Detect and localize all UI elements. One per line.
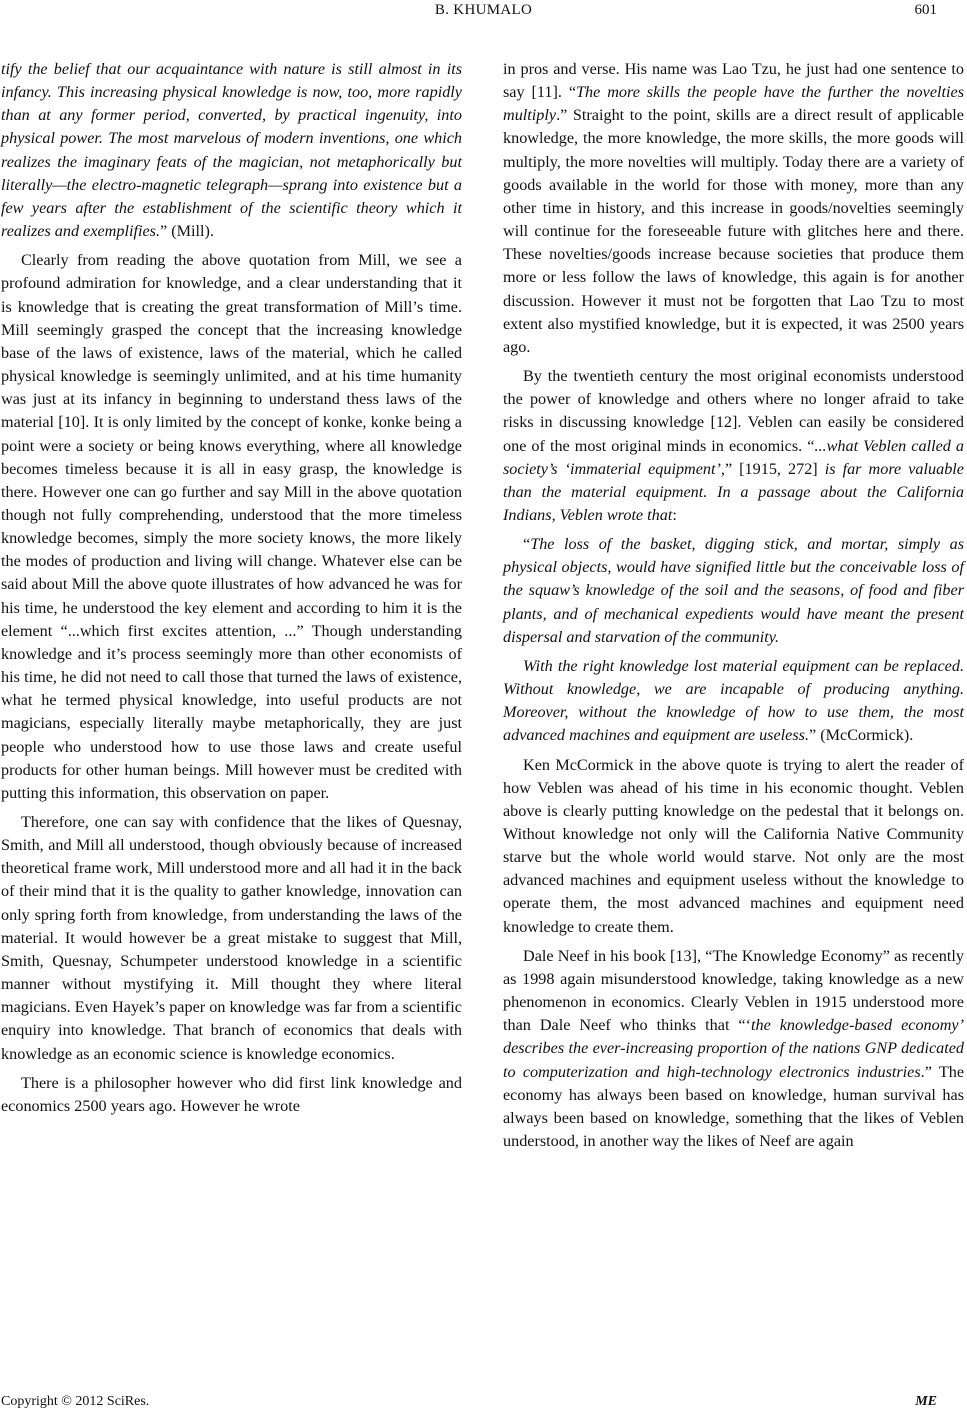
- paragraph-dale-neef: Dale Neef in his book [13], “The Knowledge Economy” as recently as 1998 again misunderstood knowledge, taking knowledge as a new phenomenon in economics. Clearly Veblen in 1915 understood more than Dale Neef who thinks that “‘the knowledge-based economy’ describes the ever-increasing proportion of the nations GNP dedicated to computerization and high-technology electronics industries.” The economy has always been based on knowledge, human survival has always been based on knowledge, something that the likes of Veblen understood, in another way the likes of Neef are again: [503, 946, 965, 1151]
- block-quote-california-indians: “The loss of the basket, digging stick, and mortar, simply as physical objects, would have signified little but the conceivable loss of the squaw’s knowledge of the soil and the seasons, of food and fiber plants, and of mechanical expedients would have meant the present dispersal and starvation of the community.: [503, 535, 964, 646]
- paragraph-mill-analysis: Clearly from reading the above quotation from Mill, we see a profound admiration for knowledge, and a clear understanding that it is knowledge that is creating the great transformation of Mill’s time. Mill seemingly grasped the concept that the increasing knowledge base of the laws of existence, laws of the material, which he called physical knowledge is seemingly unlimited, and at his time humanity was just at its infancy in beginning to understand thess laws of the material [10]. It is only limited by the concept of konke, konke being a point were a society or being knows everything, where all knowledge becomes timeless because it is all in easy grasp, the knowledge is there. However one can go further and say Mill in the above quotation though not fully comprehending, understood that the more timeless knowledge becomes, simply the more society knows, the more likely the modes of production and living will change. Whatever else can be said about Mill the above quote illustrates of how advanced he was for his time, he understood the key element and according to him it is the element “...which first excites attention, ...” Though understanding knowledge and it’s process seemingly more than other economists of his time, he did not need to call those that turned the laws of existence, what he termed physical knowledge, into useful products are not magicians, especially literally maybe metaphorically, they are just people who understood how to use those laws and create useful products for other human beings. Mill however must be credited with putting this information, this observation on paper.: [1, 251, 462, 802]
- running-header-author: B. KHUMALO: [434, 2, 533, 18]
- right-column: [503, 58, 964, 1159]
- paragraph-classical-economists: Therefore, one can say with confidence that the likes of Quesnay, Smith, and Mill all understood, though obviously because of increased theoretical frame work, Mill understood more and all had it in the back of their mind that it is the quality to gather knowledge, innovation can only spring forth from knowledge, from understanding the laws of the material. It would however be a great mistake to suggest that Mill, Smith, Quesnay, Schumpeter understood knowledge in a scientific manner without mystifying it. Mill thought they where literal magicians. Even Hayek’s paper on knowledge was far from a scientific enquiry into knowledge. That branch of economics that deals with knowledge as an economic science is knowledge economics.: [1, 813, 462, 1063]
- running-header: [0, 0, 967, 30]
- paragraph-mccormick: Ken McCormick in the above quote is trying to alert the reader of how Veblen was ahead of his time in his economic thought. Veblen above is clearly putting knowledge on the pedestal that it belongs on. Without knowledge not only will the California Native Community starve but the whole world would starve. Not only are the most advanced machines and equipment useless without the knowledge to operate them, the most advanced machines and equipment need knowledge to create them.: [503, 755, 964, 936]
- page-footer: [0, 1390, 967, 1412]
- paragraph-philosopher-intro: There is a philosopher however who did first link knowledge and economics 2500 years ago. However he wrote: [1, 1073, 462, 1115]
- paragraph-veblen: By the twentieth century the most original economists understood the power of knowledge and others where no longer afraid to take risks in discussing knowledge [12]. Veblen can easily be considered one of the most original minds in economics. “...what Veblen called a society’s ‘immaterial equipment’,” [1915, 272] is far more valuable than the material equipment. In a passage about the California Indians, Veblen wrote that:: [503, 367, 964, 524]
- citation: ” (Mill).: [160, 222, 214, 241]
- block-quote-knowledge-lost: With the right knowledge lost material equipment can be replaced. Without knowledge, we are incapable of producing anything. Moreover, without the knowledge of how to use them, the most advanced machines and equipment are useless.” (McCormick).: [503, 656, 964, 745]
- copyright-notice: Copyright © 2012 SciRes.: [1, 1394, 150, 1409]
- page-number: 601: [914, 2, 937, 18]
- lao-tzu-quote: The more skills the people have the further the novelties multiply: [503, 83, 964, 125]
- left-column: [1, 58, 462, 1124]
- journal-abbreviation: ME: [915, 1394, 937, 1409]
- quote-text: tify the belief that our acquaintance with nature is still almost in its infancy. This increasing physical knowledge is now, too, more rapidly than at any former period, converted, by practical ingenuity, into physical power. The most marvelous of modern inventions, one which realizes the imaginary feats of the magician, not metaphorically but literally—the electro-magnetic telegraph—sprang into existence but a few years after the establishment of the scientific theory which it realizes and exemplifies.: [1, 60, 462, 241]
- paragraph-mill-quote-end: [1, 58, 462, 243]
- paragraph-lao-tzu: in pros and verse. His name was Lao Tzu, he just had one sentence to say [11]. “The more skills the people have the further the novelties multiply.” Straight to the point, skills are a direct result of applicable knowledge, the more knowledge, the more skills, the more goods will multiply, the more novelties will multiply. Today there are a variety of goods available in the world for those with money, more than any other time in history, and this increase in goods/novelties seemingly will continue for the foreseeable future with glitches here and there. These novelties/goods increase because societies that produce them more or less follow the laws of knowledge, this again is for another discussion. However it must not be forgotten that Lao Tzu to most extent also mystified knowledge, but it is expected, it was 2500 years ago.: [503, 60, 964, 356]
- veblen-quote: ...what Veblen called a society’s ‘immaterial equipment’,: [503, 436, 964, 478]
- neef-quote: the knowledge-based economy’ describes the ever-increasing proportion of the nations GNP dedicated to computerization and high-technology electronics industries: [503, 1016, 964, 1081]
